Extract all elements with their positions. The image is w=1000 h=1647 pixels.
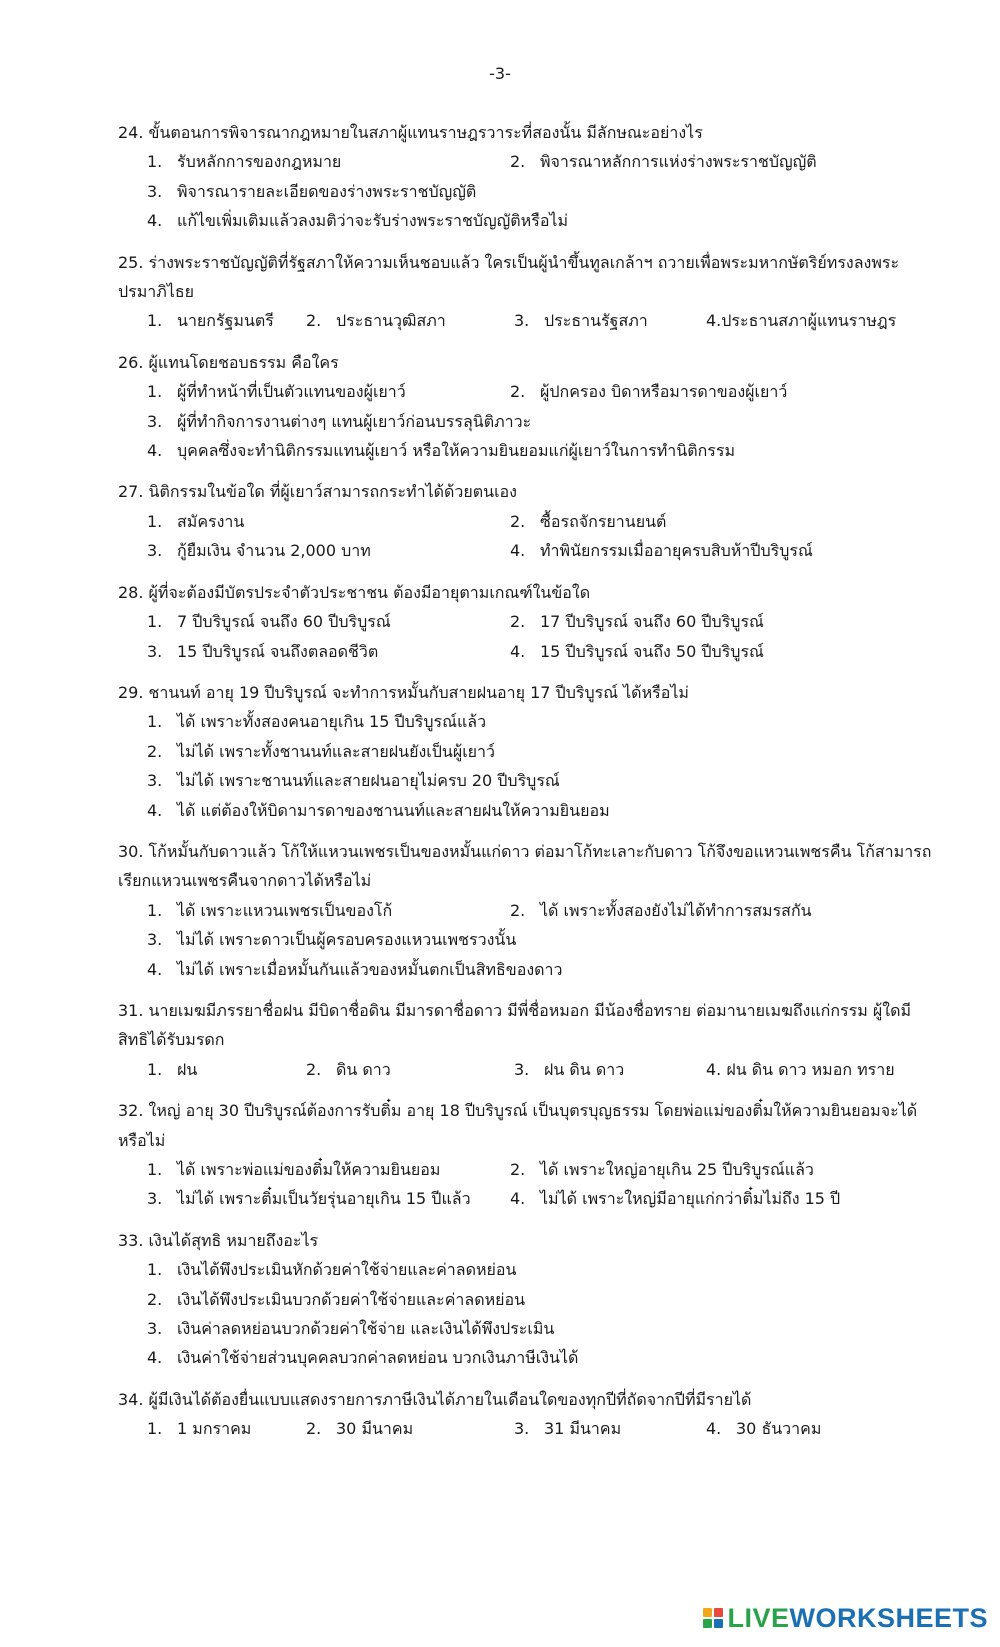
- option-number: 3.: [514, 311, 530, 331]
- option-text: บุคคลซึ่งจะทำนิติกรรมแทนผู้เยาว์ หรือให้ความยินยอมแก่ผู้เยาว์ในการทำนิติกรรม: [177, 441, 736, 461]
- option-number: 3.: [147, 411, 163, 431]
- option-text: ดิน ดาว: [336, 1059, 391, 1079]
- option-text: ได้ เพราะทั้งสองคนอายุเกิน 15 ปีบริบูรณ์แล้ว: [177, 712, 487, 732]
- option-row: [118, 177, 938, 206]
- option-row: [118, 707, 938, 736]
- option-number: 2.: [306, 1419, 322, 1439]
- option-number: 2.: [306, 311, 322, 331]
- option-number: 1.: [147, 382, 163, 402]
- option-number: 3.: [147, 641, 163, 661]
- answer-option[interactable]: [118, 177, 938, 206]
- answer-option[interactable]: [118, 436, 938, 465]
- answer-option[interactable]: [706, 306, 936, 335]
- answer-option[interactable]: [118, 637, 510, 666]
- question-text: 29. ชานนท์ อายุ 19 ปีบริบูรณ์ จะทำการหมั้นกับสายฝนอายุ 17 ปีบริบูรณ์ ได้หรือไม่: [118, 682, 689, 702]
- option-number: 4.: [147, 959, 163, 979]
- option-text: 31 มีนาคม: [544, 1419, 622, 1439]
- option-text: ผู้ปกครอง บิดาหรือมารดาของผู้เยาว์: [540, 382, 788, 402]
- option-text: ฝน: [177, 1059, 198, 1079]
- question-27: [118, 477, 938, 565]
- option-text: พิจารณาหลักการแห่งร่างพระราชบัญญัติ: [540, 152, 817, 172]
- option-number: 1.: [147, 1160, 163, 1179]
- option-text: แก้ไขเพิ่มเติมแล้วลงมติว่าจะรับร่างพระราชบัญญัติหรือไม่: [177, 211, 569, 231]
- answer-option[interactable]: [118, 1285, 938, 1314]
- logo-square: [714, 1608, 723, 1617]
- option-text: ไม่ได้ เพราะชานนท์และสายฝนอายุไม่ครบ 20 ปีบริบูรณ์: [177, 771, 560, 791]
- answer-option[interactable]: [118, 536, 510, 565]
- option-number: 4.: [510, 541, 526, 561]
- answer-option[interactable]: [118, 737, 938, 766]
- option-row: [118, 536, 938, 565]
- answer-option[interactable]: [510, 377, 930, 406]
- option-row: [118, 1285, 938, 1314]
- option-number: 4.: [147, 211, 163, 231]
- option-text: เงินได้พึงประเมินบวกด้วยค่าใช้จ่ายและค่าลดหย่อน: [177, 1289, 526, 1309]
- answer-option[interactable]: [118, 1314, 938, 1343]
- answer-option[interactable]: [118, 306, 306, 335]
- option-row: [118, 407, 938, 436]
- option-number: 1.: [147, 900, 163, 920]
- question-28: [118, 578, 938, 666]
- answer-option[interactable]: [118, 507, 510, 536]
- answer-option[interactable]: [706, 1414, 936, 1443]
- option-text: ไม่ได้ เพราะเมื่อหมั้นกันแล้วของหมั้นตกเป็นสิทธิของดาว: [177, 959, 563, 979]
- question-29: [118, 678, 938, 825]
- option-text: ได้ เพราะใหญ่อายุเกิน 25 ปีบริบูรณ์แล้ว: [540, 1160, 814, 1179]
- answer-option[interactable]: [118, 925, 938, 954]
- question-25: [118, 248, 938, 336]
- question-text: 27. นิติกรรมในข้อใด ที่ผู้เยาว์สามารถกระทำได้ด้วยตนเอง: [118, 482, 517, 502]
- answer-option[interactable]: [118, 766, 938, 795]
- question-24: [118, 118, 938, 236]
- option-number: 3.: [147, 930, 163, 950]
- option-number: 2.: [306, 1059, 322, 1079]
- answer-option[interactable]: [118, 1155, 510, 1184]
- option-text: ผู้ที่ทำหน้าที่เป็นตัวแทนของผู้เยาว์: [177, 382, 406, 402]
- option-row: [118, 377, 938, 406]
- logo-square: [714, 1619, 723, 1628]
- answer-option[interactable]: [514, 306, 706, 335]
- question-30: [118, 837, 938, 984]
- answer-option[interactable]: [514, 1414, 706, 1443]
- option-row: [118, 737, 938, 766]
- option-row: [118, 607, 938, 636]
- option-row: [118, 1314, 938, 1343]
- option-number: 3.: [514, 1059, 530, 1079]
- option-text: 15 ปีบริบูรณ์ จนถึงตลอดชีวิต: [177, 641, 379, 661]
- option-number: 3.: [147, 771, 163, 791]
- option-number: 4.: [706, 1419, 722, 1439]
- option-text: 30 ธันวาคม: [736, 1419, 822, 1439]
- option-number: 1.: [147, 712, 163, 732]
- logo-text-worksheets: WORKSHEETS: [789, 1602, 988, 1633]
- option-number: 2.: [510, 1160, 526, 1179]
- option-number: 1.: [147, 1059, 163, 1079]
- option-number: 2.: [510, 382, 526, 402]
- answer-option[interactable]: [514, 1055, 706, 1084]
- logo-square: [703, 1608, 712, 1617]
- question-text: 30. โก้หมั้นกับดาวแล้ว โก้ให้แหวนเพชรเป็นของหมั้นแก่ดาว ต่อมาโก้ทะเลาะกับดาว โก้จึงขอแหวนเพชรคืน โก้สามารถเรียกแหวนเพชรคืนจากดาวได้หรือไม่: [118, 841, 932, 891]
- page-number: -3-: [489, 64, 511, 83]
- question-text: 33. เงินได้สุทธิ หมายถึงอะไร: [118, 1230, 319, 1250]
- question-list: [118, 118, 938, 1456]
- option-row: [118, 436, 938, 465]
- option-row: [118, 637, 938, 666]
- option-text: กู้ยืมเงิน จำนวน 2,000 บาท: [177, 541, 371, 561]
- option-text: 4.ประธานสภาผู้แทนราษฎร: [706, 311, 897, 331]
- answer-option[interactable]: [118, 955, 938, 984]
- option-number: 2.: [147, 741, 163, 761]
- option-text: 30 มีนาคม: [336, 1419, 414, 1439]
- option-number: 2.: [510, 900, 526, 920]
- option-text: รับหลักการของกฎหมาย: [177, 152, 342, 172]
- option-number: 4.: [510, 641, 526, 661]
- option-number: 4.: [147, 441, 163, 461]
- answer-option[interactable]: [118, 896, 510, 925]
- option-number: 3.: [147, 1189, 163, 1209]
- answer-option[interactable]: [118, 377, 510, 406]
- answer-option[interactable]: [118, 147, 510, 176]
- option-text: ซื้อรถจักรยานยนต์: [540, 511, 667, 531]
- option-row: [118, 1055, 938, 1084]
- option-number: 1.: [147, 152, 163, 172]
- option-text: ได้ เพราะพ่อแม่ของติ๋มให้ความยินยอม: [177, 1160, 441, 1179]
- question-text: 26. ผู้แทนโดยชอบธรรม คือใคร: [118, 352, 339, 372]
- liveworksheets-logo-icon: [703, 1608, 723, 1628]
- answer-option[interactable]: [118, 707, 938, 736]
- answer-option[interactable]: [118, 1343, 938, 1372]
- option-text: ได้ เพราะทั้งสองยังไม่ได้ทำการสมรสกัน: [540, 900, 812, 920]
- option-text: ไม่ได้ เพราะดาวเป็นผู้ครอบครองแหวนเพชรวงนั้น: [177, 930, 517, 950]
- option-number: 4.: [510, 1189, 526, 1209]
- option-text: ไม่ได้ เพราะทั้งชานนท์และสายฝนยังเป็นผู้เยาว์: [177, 741, 496, 761]
- answer-option[interactable]: [118, 1414, 306, 1443]
- option-number: 4.: [147, 1348, 163, 1368]
- answer-option[interactable]: [510, 147, 930, 176]
- option-row: [118, 1343, 938, 1372]
- option-text: ได้ แต่ต้องให้บิดามารดาของชานนท์และสายฝนให้ความยินยอม: [177, 800, 610, 820]
- logo-square: [703, 1619, 712, 1628]
- option-row: [118, 796, 938, 825]
- answer-option[interactable]: [510, 507, 930, 536]
- option-row: [118, 925, 938, 954]
- option-number: 1.: [147, 1419, 163, 1439]
- option-row: [118, 1255, 938, 1284]
- answer-option[interactable]: [306, 306, 514, 335]
- answer-option[interactable]: [118, 1255, 938, 1284]
- option-text: 1 มกราคม: [177, 1419, 252, 1439]
- question-text: 25. ร่างพระราชบัญญัติที่รัฐสภาให้ความเห็นชอบแล้ว ใครเป็นผู้นำขึ้นทูลเกล้าฯ ถวายเพื่อพระมหากษัตริย์ทรงลงพระปรมาภิไธย: [118, 252, 900, 302]
- option-number: 4.: [147, 800, 163, 820]
- answer-option[interactable]: [510, 637, 930, 666]
- option-text: 7 ปีบริบูรณ์ จนถึง 60 ปีบริบูรณ์: [177, 612, 391, 632]
- option-row: [118, 896, 938, 925]
- answer-option[interactable]: [510, 1184, 930, 1213]
- answer-option[interactable]: [706, 1055, 936, 1084]
- answer-option[interactable]: [118, 1055, 306, 1084]
- option-text: ไม่ได้ เพราะติ๋มเป็นวัยรุ่นอายุเกิน 15 ปีแล้ว: [177, 1189, 471, 1209]
- question-26: [118, 348, 938, 466]
- option-row: [118, 1155, 938, 1184]
- option-text: 17 ปีบริบูรณ์ จนถึง 60 ปีบริบูรณ์: [540, 612, 764, 632]
- question-text: 28. ผู้ที่จะต้องมีบัตรประจำตัวประชาชน ต้องมีอายุตามเกณฑ์ในข้อใด: [118, 582, 591, 602]
- option-text: เงินค่าใช้จ่ายส่วนบุคคลบวกค่าลดหย่อน บวกเงินภาษีเงินได้: [177, 1348, 579, 1368]
- option-text: ได้ เพราะแหวนเพชรเป็นของโก้: [177, 900, 393, 920]
- option-number: 2.: [510, 511, 526, 531]
- option-text: 15 ปีบริบูรณ์ จนถึง 50 ปีบริบูรณ์: [540, 641, 764, 661]
- option-row: [118, 306, 938, 335]
- answer-option[interactable]: [118, 607, 510, 636]
- question-32: [118, 1096, 938, 1214]
- answer-option[interactable]: [510, 1155, 930, 1184]
- answer-option[interactable]: [510, 536, 930, 565]
- question-33: [118, 1226, 938, 1373]
- answer-option[interactable]: [118, 796, 938, 825]
- question-text: 31. นายเมฆมีภรรยาชื่อฝน มีบิดาชื่อดิน มีมารดาชื่อดาว มีพี่ชื่อหมอก มีน้องชื่อทราย ต่อมานายเมฆถึงแก่กรรม ผู้ใดมีสิทธิได้รับมรดก: [118, 1000, 911, 1050]
- question-31: [118, 996, 938, 1084]
- option-text: ประธานรัฐสภา: [544, 311, 648, 331]
- option-text: ประธานวุฒิสภา: [336, 311, 446, 331]
- option-number: 2.: [510, 612, 526, 632]
- question-text: 34. ผู้มีเงินได้ต้องยื่นแบบแสดงรายการภาษีเงินได้ภายในเดือนใดของทุกปีที่ถัดจากปีที่มีรายได้: [118, 1389, 752, 1409]
- option-text: 4. ฝน ดิน ดาว หมอก ทราย: [706, 1059, 895, 1079]
- option-number: 3.: [514, 1419, 530, 1439]
- question-text: 24. ขั้นตอนการพิจารณากฎหมายในสภาผู้แทนราษฎรวาระที่สองนั้น มีลักษณะอย่างไร: [118, 123, 703, 142]
- option-number: 3.: [147, 181, 163, 201]
- option-text: ทำพินัยกรรมเมื่ออายุครบสิบห้าปีบริบูรณ์: [540, 541, 813, 561]
- liveworksheets-logo-text: [727, 1603, 988, 1634]
- option-row: [118, 507, 938, 536]
- option-row: [118, 955, 938, 984]
- option-text: เงินได้พึงประเมินหักด้วยค่าใช้จ่ายและค่าลดหย่อน: [177, 1260, 517, 1280]
- option-text: นายกรัฐมนตรี: [177, 311, 274, 331]
- option-number: 1.: [147, 311, 163, 331]
- answer-option[interactable]: [118, 206, 938, 235]
- liveworksheets-logo: [703, 1603, 988, 1633]
- option-number: 2.: [510, 152, 526, 172]
- option-text: ไม่ได้ เพราะใหญ่มีอายุแก่กว่าติ๋มไม่ถึง 15 ปี: [540, 1189, 841, 1209]
- option-row: [118, 1414, 938, 1443]
- option-row: [118, 147, 938, 176]
- answer-option[interactable]: [510, 607, 930, 636]
- answer-option[interactable]: [306, 1055, 514, 1084]
- logo-text-live: LIVE: [727, 1602, 790, 1633]
- option-row: [118, 766, 938, 795]
- question-34: [118, 1385, 938, 1444]
- option-number: 1.: [147, 511, 163, 531]
- option-text: พิจารณารายละเอียดของร่างพระราชบัญญัติ: [177, 181, 477, 201]
- option-number: 1.: [147, 1260, 163, 1280]
- option-number: 1.: [147, 612, 163, 632]
- answer-option[interactable]: [118, 407, 938, 436]
- option-row: [118, 1184, 938, 1213]
- answer-option[interactable]: [510, 896, 930, 925]
- option-text: ผู้ที่ทำกิจการงานต่างๆ แทนผู้เยาว์ก่อนบรรลุนิติภาวะ: [177, 411, 532, 431]
- option-text: เงินค่าลดหย่อนบวกด้วยค่าใช้จ่าย และเงินได้พึงประเมิน: [177, 1319, 555, 1339]
- option-number: 3.: [147, 1319, 163, 1339]
- option-text: สมัครงาน: [177, 511, 245, 531]
- option-number: 2.: [147, 1289, 163, 1309]
- answer-option[interactable]: [118, 1184, 510, 1213]
- question-text: 32. ใหญ่ อายุ 30 ปีบริบูรณ์ต้องการรับติ๋ม อายุ 18 ปีบริบูรณ์ เป็นบุตรบุญธรรม โดยพ่อแม่ของติ๋มให้ความยินยอมจะได้หรือไม่: [118, 1101, 918, 1150]
- option-row: [118, 206, 938, 235]
- option-number: 3.: [147, 541, 163, 561]
- option-text: ฝน ดิน ดาว: [544, 1059, 625, 1079]
- answer-option[interactable]: [306, 1414, 514, 1443]
